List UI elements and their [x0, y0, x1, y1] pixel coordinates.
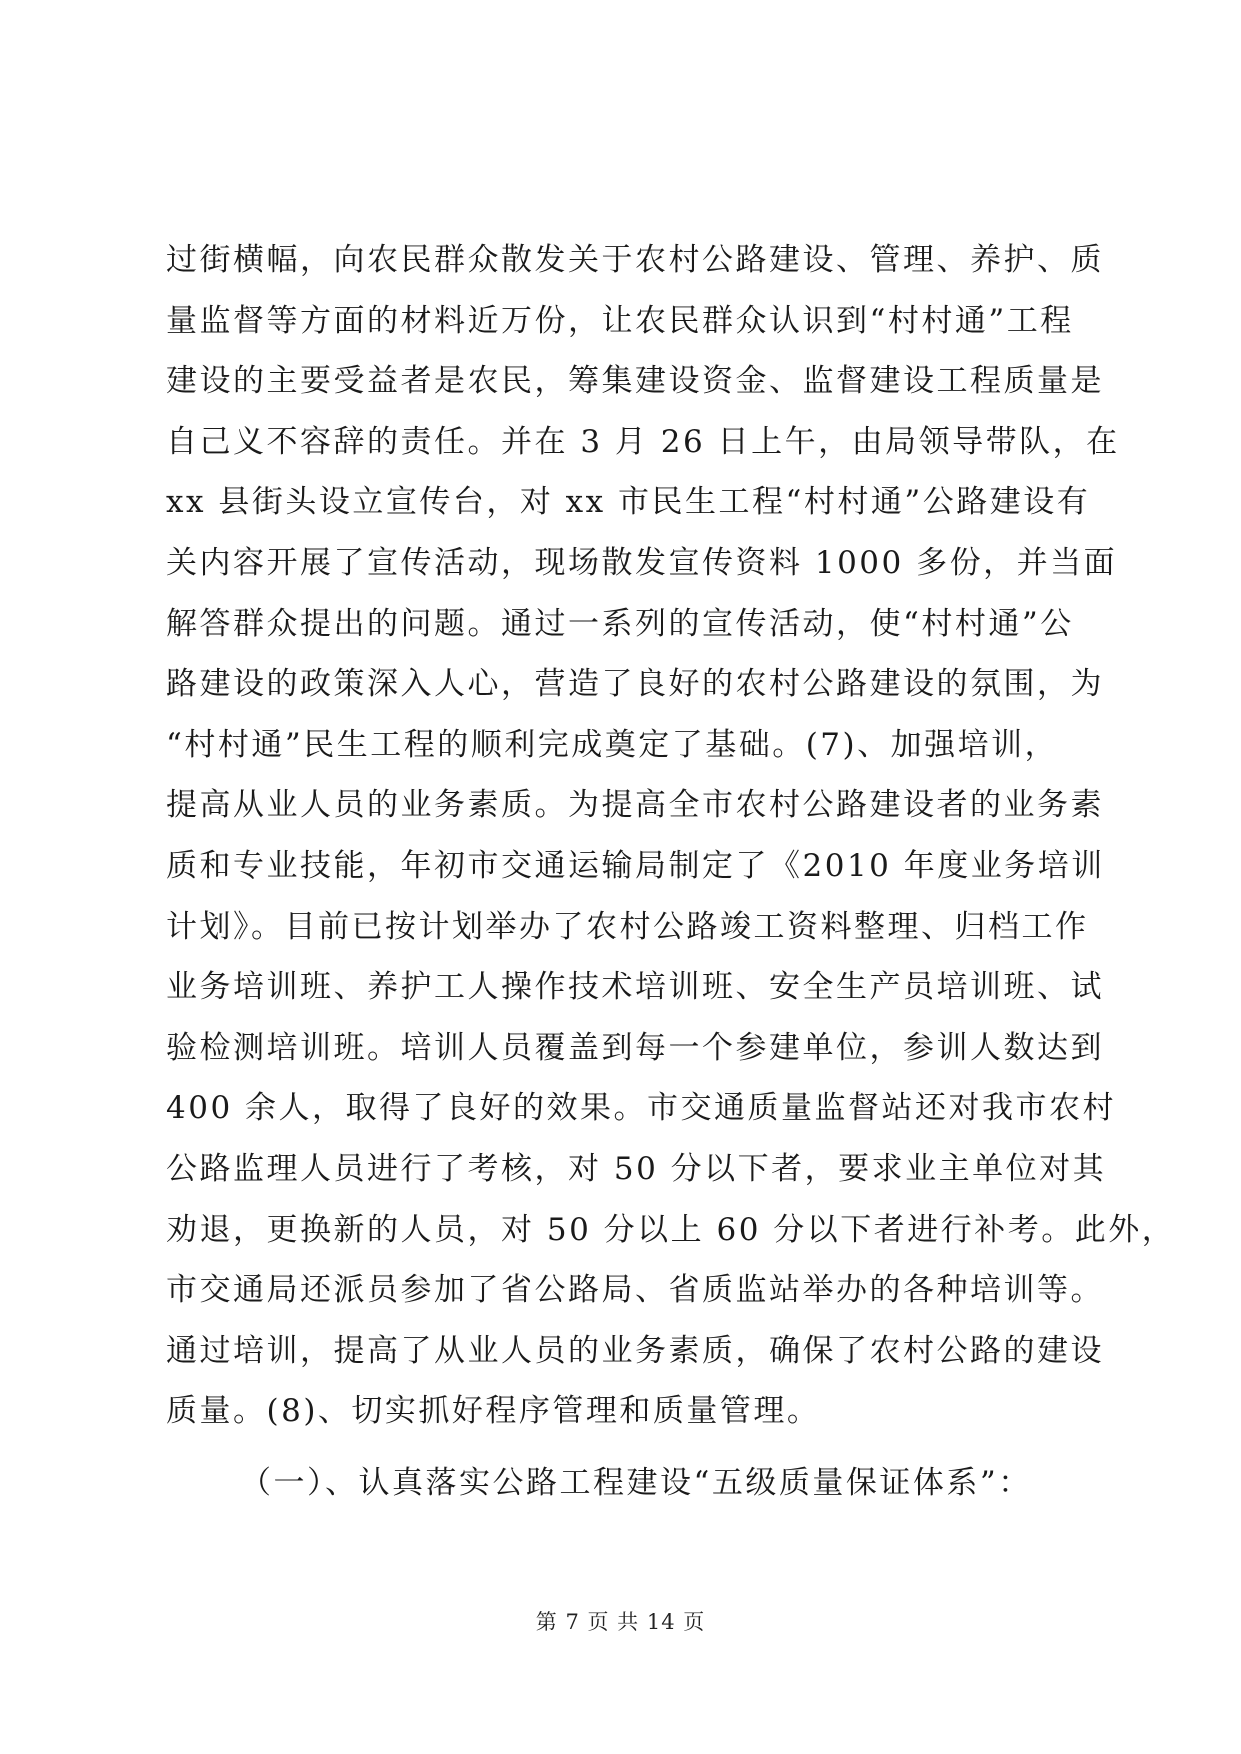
- page-footer: 第 7 页 共 14 页: [535, 1610, 706, 1634]
- text-line: xx 县街头设立宣传台，对 xx 市民生工程“村村通”公路建设有: [166, 484, 1091, 521]
- text-line: 过街横幅，向农民群众散发关于农村公路建设、管理、养护、质: [166, 242, 1104, 278]
- text-line: 劝退，更换新的人员，对 50 分以上 60 分以下者进行补考。此外，: [166, 1211, 1176, 1248]
- text-line: “村村通”民生工程的顺利完成奠定了基础。(7)、加强培训，: [166, 726, 1059, 763]
- text-line: 路建设的政策深入人心，营造了良好的农村公路建设的氛围，为: [166, 666, 1104, 703]
- text-line: 计划》。目前已按计划举办了农村公路竣工资料整理、归档工作: [166, 908, 1089, 945]
- text-line: 市交通局还派员参加了省公路局、省质监站举办的各种培训等。: [166, 1272, 1104, 1309]
- text-line: 质量。(8)、切实抓好程序管理和质量管理。: [166, 1393, 821, 1430]
- text-line: 验检测培训班。培训人员覆盖到每一个参建单位，参训人数达到: [166, 1029, 1104, 1066]
- section-heading: （一）、认真落实公路工程建设“五级质量保证体系”：: [240, 1465, 1032, 1501]
- text-line: 自己义不容辞的责任。并在 3 月 26 日上午，由局领导带队，在: [166, 423, 1120, 460]
- text-line: 关内容开展了宣传活动，现场散发宣传资料 1000 多份，并当面: [166, 544, 1118, 581]
- text-line: 提高从业人员的业务素质。为提高全市农村公路建设者的业务素: [166, 787, 1104, 824]
- text-line: 业务培训班、养护工人操作技术培训班、安全生产员培训班、试: [166, 969, 1104, 1006]
- text-line: 质和专业技能，年初市交通运输局制定了《2010 年度业务培训: [166, 847, 1105, 884]
- text-line: 解答群众提出的问题。通过一系列的宣传活动，使“村村通”公: [166, 605, 1074, 642]
- text-line: 400 余人，取得了良好的效果。市交通质量监督站还对我市农村: [166, 1090, 1117, 1127]
- text-line: 公路监理人员进行了考核，对 50 分以下者，要求业主单位对其: [166, 1150, 1107, 1187]
- text-line: 量监督等方面的材料近万份，让农民群众认识到“村村通”工程: [166, 302, 1074, 339]
- text-line: 建设的主要受益者是农民，筹集建设资金、监督建设工程质量是: [166, 363, 1104, 400]
- text-line: 通过培训，提高了从业人员的业务素质，确保了农村公路的建设: [166, 1332, 1104, 1369]
- body-paragraph: [166, 230, 1176, 1442]
